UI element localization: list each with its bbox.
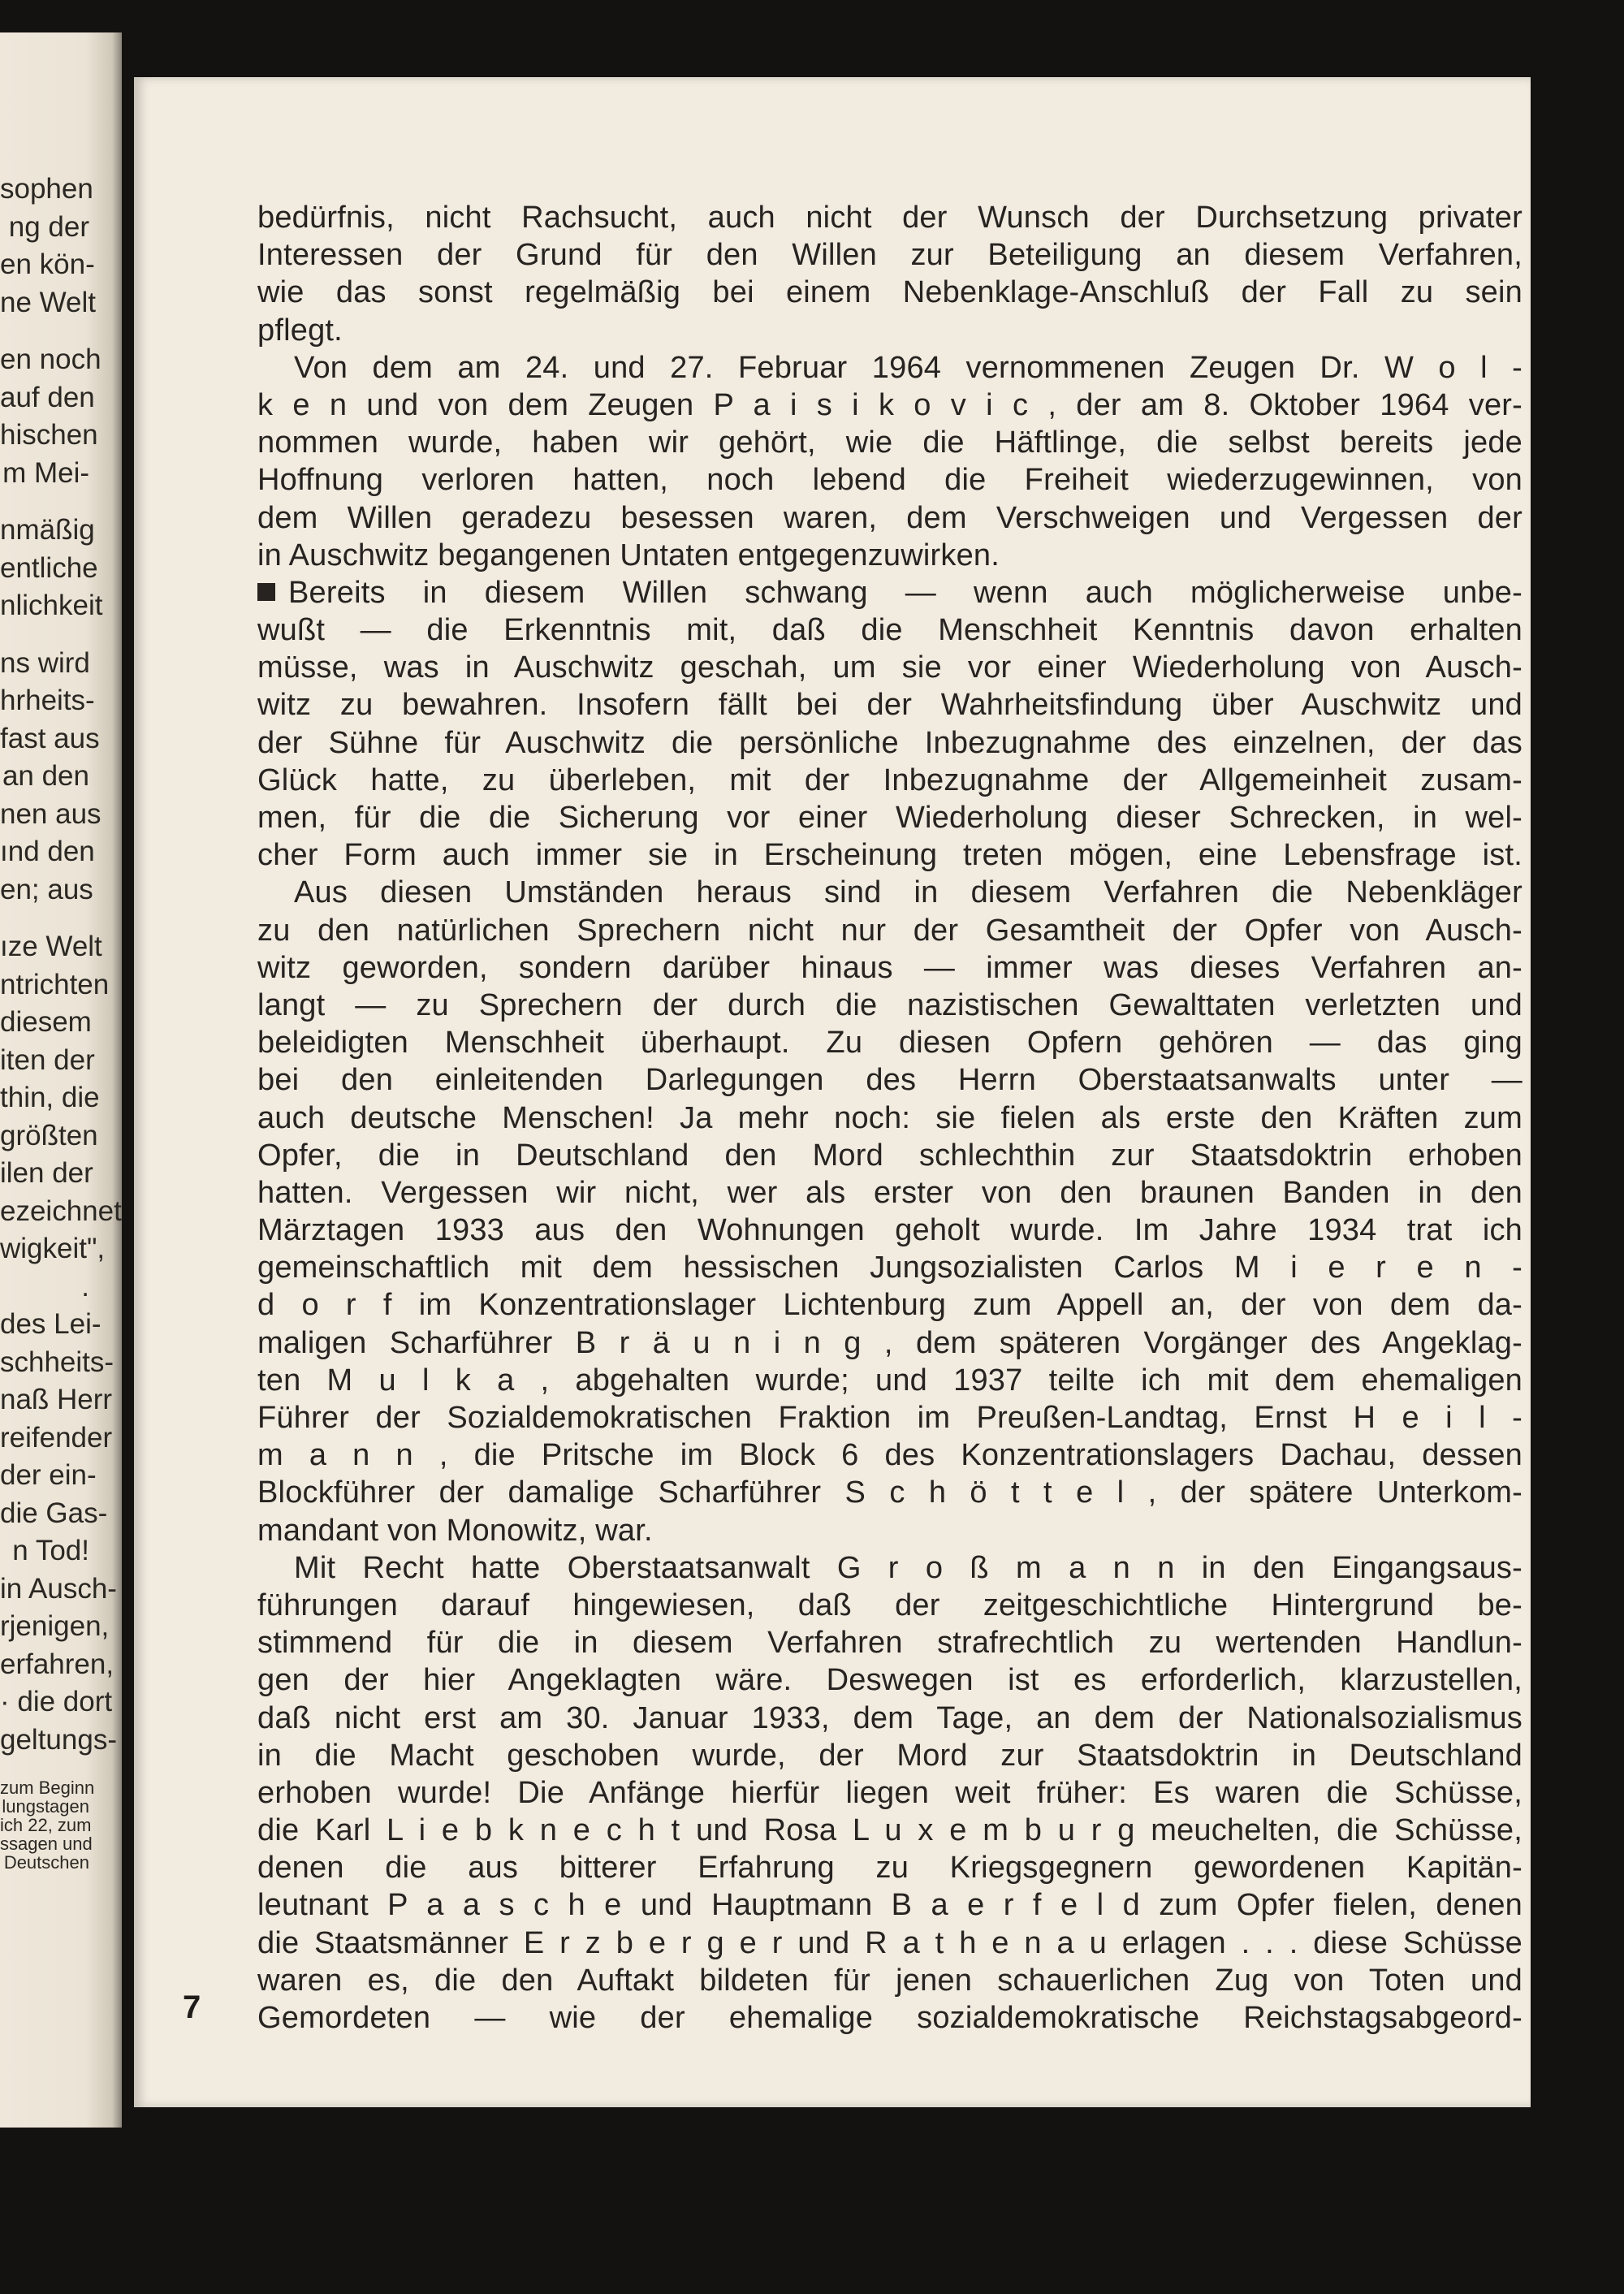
text-line-content: erhoben wurde! Die Anfänge hierfür liegen weit früher: Es waren die Schüsse,: [257, 1775, 1522, 1810]
text-line-content: daß nicht erst am 30. Januar 1933, dem Tage, an dem der Nationalsozialismus: [257, 1700, 1522, 1735]
left-page-line: [0, 909, 89, 928]
text-line-content: die Staatsmänner E r z b e r g e r und R a t h e n a u erlagen . . . diese Schüsse: [257, 1925, 1522, 1960]
text-line-content: denen die aus bitterer Erfahrung zu Kriegsgegnern gewordenen Kapitän-: [257, 1851, 1522, 1886]
left-page-line: ne Welt: [0, 286, 97, 318]
text-line-content: k e n und von dem Zeugen P a i s i k o v i c , der am 8. Oktober 1964 ver-: [257, 387, 1522, 422]
text-line: [257, 1624, 1522, 1661]
text-line-content: langt — zu Sprechern der durch die nazistischen Gewalttaten verletzten und: [257, 987, 1522, 1022]
text-line: [257, 199, 1522, 236]
text-line: [257, 1886, 1522, 1924]
left-page-line: rjenigen,: [0, 1610, 110, 1642]
text-line-content: Bereits in diesem Willen schwang — wenn auch möglicherweise unbe-: [288, 575, 1522, 610]
text-line: [257, 349, 1522, 387]
text-line-content: wußt — die Erkenntnis mit, daß die Menschheit Kenntnis davon erhalten: [257, 613, 1522, 648]
text-line: [257, 1061, 1522, 1099]
text-line-content: witz geworden, sondern darüber hinaus — immer was dieses Verfahren an-: [257, 950, 1522, 985]
left-page-edge: [0, 32, 122, 2128]
text-line: [257, 1474, 1522, 1511]
left-page-line: m Mei-: [2, 456, 89, 489]
text-line-content: leutnant P a a s c h e und Hauptmann B a e r f e l d zum Opfer fielen, denen: [257, 1888, 1522, 1923]
text-line: [257, 1700, 1522, 1737]
text-line: [257, 274, 1522, 311]
text-line: [257, 1512, 1522, 1549]
text-line-content: Führer der Sozialdemokratischen Fraktion im Preußen-Landtag, Ernst H e i l -: [257, 1401, 1522, 1435]
text-line-content: stimmend für die in diesem Verfahren strafrechtlich zu wertenden Handlun-: [257, 1626, 1522, 1661]
left-page-line: nlichkeit: [0, 590, 103, 621]
text-line-content: Blockführer der damalige Scharführer S c h ö t t e l , der spätere Unterkom-: [257, 1475, 1522, 1510]
left-page-line: naß Herr: [0, 1384, 113, 1415]
text-line-content: in die Macht geschoben wurde, der Mord zur Staatsdoktrin in Deutschland: [257, 1738, 1522, 1773]
left-page-line: auf den: [0, 381, 95, 413]
left-page-line: die Gas-: [0, 1497, 108, 1529]
text-line: [257, 1137, 1522, 1174]
left-page-line: hrheits-: [0, 685, 95, 716]
left-page-line: ntrichten: [0, 968, 110, 1000]
text-line: [257, 1024, 1522, 1061]
text-line: [257, 762, 1522, 799]
text-line-content: beleidigten Menschheit überhaupt. Zu diesen Opfern gehören — das ging: [257, 1026, 1522, 1061]
text-line: [257, 312, 1522, 349]
page-number: 7: [183, 1989, 201, 2025]
left-page-footnote-line: Deutschen: [3, 1852, 89, 1873]
text-line: [257, 649, 1522, 686]
text-line: [257, 836, 1522, 874]
left-page-line: fast aus: [0, 722, 100, 754]
text-line-content: der Sühne für Auschwitz die persönliche Inbezugnahme des einzelnen, der das: [257, 725, 1522, 760]
text-line-content: müsse, was in Auschwitz geschah, um sie vor einer Wiederholung von Ausch-: [257, 650, 1522, 685]
left-page-line: in Ausch-: [0, 1572, 117, 1605]
left-page-line: des Lei-: [0, 1308, 102, 1340]
text-line: [257, 424, 1522, 461]
text-line-content: ten M u l k a , abgehalten wurde; und 1937 teilte ich mit dem ehemaligen: [257, 1363, 1522, 1398]
left-page-line: größten: [0, 1119, 98, 1151]
text-line-content: maligen Scharführer B r ä u n i n g , dem späteren Vorgänger des Angeklag-: [257, 1325, 1522, 1360]
text-line: [257, 1999, 1522, 2037]
text-line: [257, 1099, 1522, 1137]
left-page-line: reifender: [0, 1421, 113, 1454]
left-page-line: nen aus: [0, 797, 102, 830]
left-page-line: hischen: [0, 419, 98, 451]
left-page-line: diesem: [0, 1006, 92, 1038]
left-page-line: entliche: [0, 551, 98, 584]
text-line: [257, 1249, 1522, 1286]
text-line: [257, 537, 1522, 574]
left-page-line: [0, 492, 89, 512]
text-line-content: Gemordeten — wie der ehemalige sozialdemokratische Reichstagsabgeord-: [257, 2001, 1522, 2035]
text-line-content: auch deutsche Menschen! Ja mehr noch: sie fielen als erste den Kräften zum: [257, 1100, 1522, 1135]
text-line-content: witz zu bewahren. Insofern fällt bei der Wahrheitsfindung über Auschwitz und: [257, 688, 1522, 723]
text-line-content: hatten. Vergessen wir nicht, wer als erster von den braunen Banden in den: [257, 1175, 1522, 1210]
text-line: [257, 387, 1522, 424]
text-line: [257, 1212, 1522, 1249]
left-page-text: [0, 171, 122, 1873]
text-line: [257, 1849, 1522, 1886]
text-line-content: m a n n , die Pritsche im Block 6 des Konzentrationslagers Dachau, dessen: [257, 1438, 1522, 1473]
text-line-content: Hoffnung verloren hatten, noch lebend die Freiheit wiederzugewinnen, von: [257, 463, 1522, 498]
text-line-content: bei den einleitenden Darlegungen des Herrn Oberstaatsanwalts unter —: [257, 1063, 1522, 1098]
text-line-content: Opfer, die in Deutschland den Mord schlechthin zur Staatsdoktrin erhoben: [257, 1138, 1522, 1173]
left-page-line: en; aus: [0, 873, 93, 905]
left-page-footnote-line: ssagen und: [0, 1834, 93, 1854]
text-line: [257, 1362, 1522, 1399]
text-line: [257, 1174, 1522, 1212]
text-line-content: pflegt.: [257, 313, 343, 348]
left-page-line: en noch: [0, 343, 102, 375]
text-line-content: Von dem am 24. und 27. Februar 1964 vernommenen Zeugen Dr. W o l -: [294, 350, 1522, 385]
text-line: [257, 686, 1522, 724]
left-page-line: wigkeit",: [0, 1233, 106, 1264]
text-line: [257, 1399, 1522, 1436]
text-line: [257, 724, 1522, 762]
text-line: [257, 1436, 1522, 1474]
text-line: [257, 987, 1522, 1024]
left-page-line: nmäßig: [0, 514, 95, 546]
left-page-line: ilen der: [0, 1157, 93, 1189]
left-page-line: sophen: [0, 173, 93, 205]
text-line: [257, 611, 1522, 649]
text-line: [257, 1925, 1522, 1962]
text-line-content: Mit Recht hatte Oberstaatsanwalt G r o ß m a n n in den Eingangsaus-: [294, 1550, 1522, 1585]
text-line-content: die Karl L i e b k n e c h t und Rosa L u x e m b u r g meuchelten, die Schüsse,: [257, 1813, 1522, 1848]
book-page: [134, 77, 1531, 2107]
left-page-line: iten der: [0, 1043, 95, 1076]
text-line: [257, 236, 1522, 274]
left-page-footnote-line: ich 22, zum: [0, 1815, 92, 1835]
left-page-line: n Tod!: [12, 1535, 89, 1566]
left-page-line: ng der: [8, 210, 89, 243]
text-line: [257, 1549, 1522, 1587]
text-line-content: in Auschwitz begangenen Untaten entgegenzuwirken.: [257, 538, 1000, 572]
text-line-content: dem Willen geradezu besessen waren, dem Verschweigen und Vergessen der: [257, 500, 1522, 535]
text-line-content: Märztagen 1933 aus den Wohnungen geholt wurde. Im Jahre 1934 trat ich: [257, 1213, 1522, 1248]
text-line-content: cher Form auch immer sie in Erscheinung treten mögen, eine Lebensfrage ist.: [257, 838, 1522, 873]
text-line-content: bedürfnis, nicht Rachsucht, auch nicht der Wunsch der Durchsetzung privater: [257, 201, 1522, 235]
text-line: [257, 1962, 1522, 1999]
left-page-line: ıze Welt: [0, 931, 102, 962]
left-page-line: schheits-: [0, 1346, 114, 1378]
text-line: [257, 1324, 1522, 1362]
text-line: [257, 1737, 1522, 1774]
left-page-line: en kön-: [0, 248, 95, 280]
text-line-content: waren es, die den Auftakt bildeten für jenen schauerlichen Zug von Toten und: [257, 1963, 1522, 1998]
left-page-line: geltungs-: [0, 1723, 117, 1756]
text-line-content: nommen wurde, haben wir gehört, wie die Häftlinge, die selbst bereits jede: [257, 426, 1522, 460]
left-page-line: .: [81, 1270, 89, 1303]
text-line-content: führungen darauf hingewiesen, daß der zeitgeschichtliche Hintergrund be-: [257, 1588, 1522, 1622]
text-line: [257, 874, 1522, 911]
text-line: [257, 574, 1522, 611]
left-page-line: der ein-: [0, 1459, 97, 1491]
text-line: [257, 1286, 1522, 1324]
text-line-content: zu den natürlichen Sprechern nicht nur der Gesamtheit der Opfer von Ausch-: [257, 913, 1522, 948]
left-page-line: ns wird: [0, 646, 90, 679]
text-line-content: wie das sonst regelmäßig bei einem Nebenklage-Anschluß der Fall zu sein: [257, 275, 1522, 310]
text-line: [257, 1774, 1522, 1812]
left-page-line: [0, 625, 89, 645]
text-line-content: mandant von Monowitz, war.: [257, 1513, 653, 1548]
left-page-line: ezeichnet: [0, 1195, 122, 1227]
left-page-line: · die dort: [0, 1686, 113, 1717]
left-page-line: erfahren,: [0, 1648, 114, 1680]
left-page-footnote-line: zum Beginn: [0, 1778, 95, 1798]
text-line-content: gemeinschaftlich mit dem hessischen Jungsozialisten Carlos M i e r e n -: [257, 1251, 1522, 1285]
text-line: [257, 461, 1522, 499]
text-line-content: d o r f im Konzentrationslager Lichtenburg zum Appell an, der von dem da-: [257, 1288, 1522, 1323]
text-line: [257, 912, 1522, 949]
text-line: [257, 499, 1522, 537]
text-line: [257, 1661, 1522, 1699]
text-line: [257, 1587, 1522, 1624]
left-page-line: thin, die: [0, 1082, 100, 1113]
text-line: [257, 949, 1522, 987]
square-bullet-icon: [257, 583, 275, 601]
left-page-line: ınd den: [0, 836, 95, 867]
text-line-content: gen der hier Angeklagten wäre. Deswegen ist es erforderlich, klarzustellen,: [257, 1663, 1522, 1698]
text-line: [257, 799, 1522, 836]
text-line-content: Glück hatte, zu überleben, mit der Inbezugnahme der Allgemeinheit zusam-: [257, 763, 1522, 797]
left-page-line: [0, 322, 89, 341]
text-line-content: men, für die die Sicherung vor einer Wiederholung dieser Schrecken, in wel-: [257, 801, 1522, 835]
left-page-line: an den: [2, 760, 89, 792]
text-line-content: Interessen der Grund für den Willen zur Beteiligung an diesem Verfahren,: [257, 238, 1522, 273]
text-line-content: Aus diesen Umständen heraus sind in diesem Verfahren die Nebenkläger: [294, 875, 1522, 910]
text-line: [257, 1812, 1522, 1849]
left-page-footnote-line: lungstagen: [2, 1796, 89, 1817]
page-body-text: [257, 199, 1522, 2037]
